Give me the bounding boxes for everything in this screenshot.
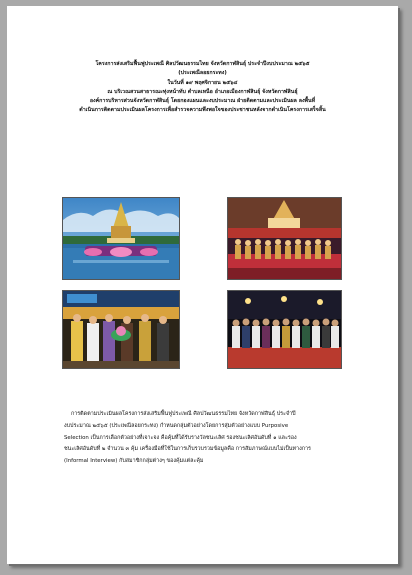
- project-title: โครงการส่งเสริมฟื้นฟูประเพณี ศิลปวัฒนธรรมไทย จังหวัดกาฬสินธุ์ ประจำปีงบประมาณ ๒๕๖๕: [95, 61, 310, 67]
- body-line: การติดตามประเมินผลโครงการส่งเสริมฟื้นฟูประเพณี ศิลปวัฒนธรรมไทย จังหวัดกาฬสินธุ์ ประจำปี: [71, 411, 296, 417]
- body-line: งบประมาณ ๒๕๖๕ (ประเพณีลอยกระทง) กำหนดกลุ่มตัวอย่างโดยการสุ่มตัวอย่างแบบ Purposive: [64, 422, 289, 429]
- document-page: [7, 6, 398, 564]
- body-line: (Informal Interview) กับสมาชิกกลุ่มต่างๆ ของคุ้มแต่ละคุ้ม: [64, 458, 204, 465]
- body-line: Selection เป็นการเลือกตัวอย่างที่เจาะจง คือคุ้มที่ได้รับรางวัลชนะเลิศ รองชนะเลิศอันดับที่ ๑ และรอง: [64, 434, 297, 441]
- document-body: [64, 409, 364, 468]
- organizer-line: องค์การบริหารส่วนจังหวัดกาฬสินธุ์ โดยกองแผนและงบประมาณ ฝ่ายติดตามและประเมินผล ลงพื้นที่: [89, 98, 316, 105]
- body-line: ชนะเลิศอันดับที่ ๒ จำนวน ๓ คุ้ม เครื่องมือที่ใช้ในการเก็บรวบรวมข้อมูลคือ การสัมภาษณ์แบบไม่เป็นทางการ: [64, 446, 311, 453]
- project-subtitle: (ประเพณีลอยกระทง): [178, 70, 227, 77]
- event-date: ในวันที่ ๑๙ พฤศจิกายน ๒๕๖๔: [167, 79, 238, 86]
- performers-on-stage-photo: [227, 197, 342, 280]
- event-location: ณ บริเวณสวนสาธารณะทุ่งหน้าทับ ตำบลเหนือ อำเภอเมืองกาฬสินธุ์ จังหวัดกาฬสินธุ์: [107, 88, 298, 95]
- document-header: [7, 60, 398, 116]
- purpose-line: ดำเนินการติดตามประเมินผลโครงการเพื่อสำรวจความพึงพอใจของประชาชนหลังจากดำเนินโครงการเสร็จสิ้น: [79, 107, 326, 114]
- crowd-at-night-photo: [227, 290, 342, 369]
- festival-stage-photo: [62, 197, 180, 280]
- officials-ceremony-photo: [62, 290, 180, 369]
